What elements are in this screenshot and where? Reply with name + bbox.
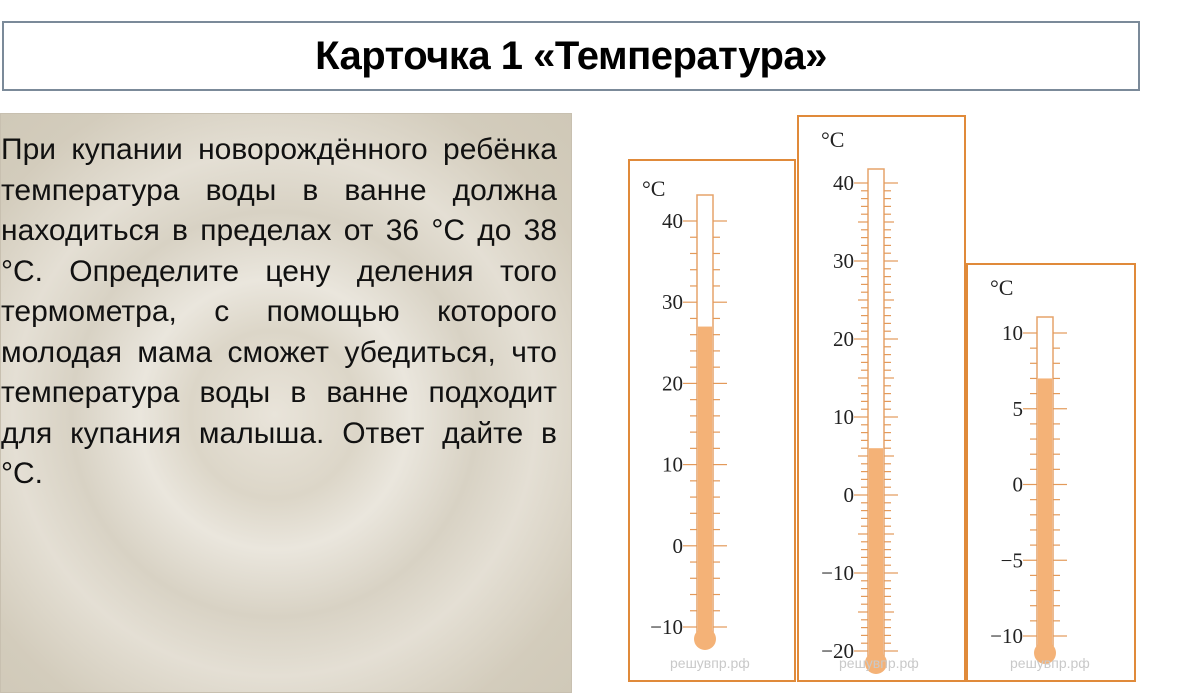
scale-label: 10 <box>833 405 854 429</box>
problem-text: При купании новорождённого ребёнка температура воды в ванне должна находиться в пределах от 36 °C до 38 °C. Определите цену деления того термометра, с помощью которого молодая мама сможет убедиться, что температура воды в ванне подходит для купания малыша. Ответ дайте в °C. <box>1 133 557 490</box>
thermometer-3-unit: °C <box>990 275 1014 300</box>
scale-label: 0 <box>843 483 854 507</box>
liquid-column <box>1038 378 1052 653</box>
thermometer-1-tube <box>694 195 716 650</box>
scale-label: 30 <box>833 249 854 273</box>
thermometer-3-labels <box>990 321 1023 648</box>
scale-label: 40 <box>662 209 683 233</box>
thermometer-1-labels <box>650 209 683 639</box>
thermometer-1 <box>628 159 796 682</box>
scale-label: 10 <box>662 452 683 477</box>
bulb <box>694 628 716 650</box>
scale-label: −10 <box>821 561 854 585</box>
thermometer-2-drawing <box>799 117 968 684</box>
thermometer-2 <box>797 115 966 682</box>
scale-label: 5 <box>1012 396 1023 421</box>
scale-label: 20 <box>833 327 854 351</box>
thermometer-3-tube <box>1034 317 1056 664</box>
scale-label: −5 <box>1000 548 1023 573</box>
thermometer-2-unit: °C <box>821 127 845 152</box>
liquid-column <box>698 327 712 639</box>
thermometer-3-watermark: решувпр.рф <box>1010 655 1090 671</box>
thermometer-1-drawing <box>630 161 798 684</box>
thermometer-3 <box>966 263 1136 682</box>
scale-label: 30 <box>662 290 683 315</box>
scale-label: −10 <box>990 624 1023 648</box>
thermometer-2-labels <box>821 171 854 663</box>
thermometer-3-drawing <box>968 265 1138 684</box>
problem-panel <box>0 113 572 693</box>
scale-label: 0 <box>672 533 683 558</box>
scale-label: 40 <box>833 171 854 195</box>
thermometer-2-tube <box>865 169 887 674</box>
scale-label: −20 <box>821 639 854 663</box>
thermometer-1-watermark: решувпр.рф <box>670 655 750 671</box>
liquid-column <box>869 448 883 663</box>
thermometer-2-watermark: решувпр.рф <box>839 655 919 671</box>
scale-label: −10 <box>650 615 683 639</box>
thermometer-1-unit: °C <box>642 176 666 201</box>
scale-label: 20 <box>662 371 683 396</box>
card-title-box <box>2 21 1140 91</box>
scale-label: 0 <box>1012 472 1023 497</box>
card-title: Карточка 1 «Температура» <box>315 33 827 78</box>
scale-label: 10 <box>1002 321 1023 345</box>
